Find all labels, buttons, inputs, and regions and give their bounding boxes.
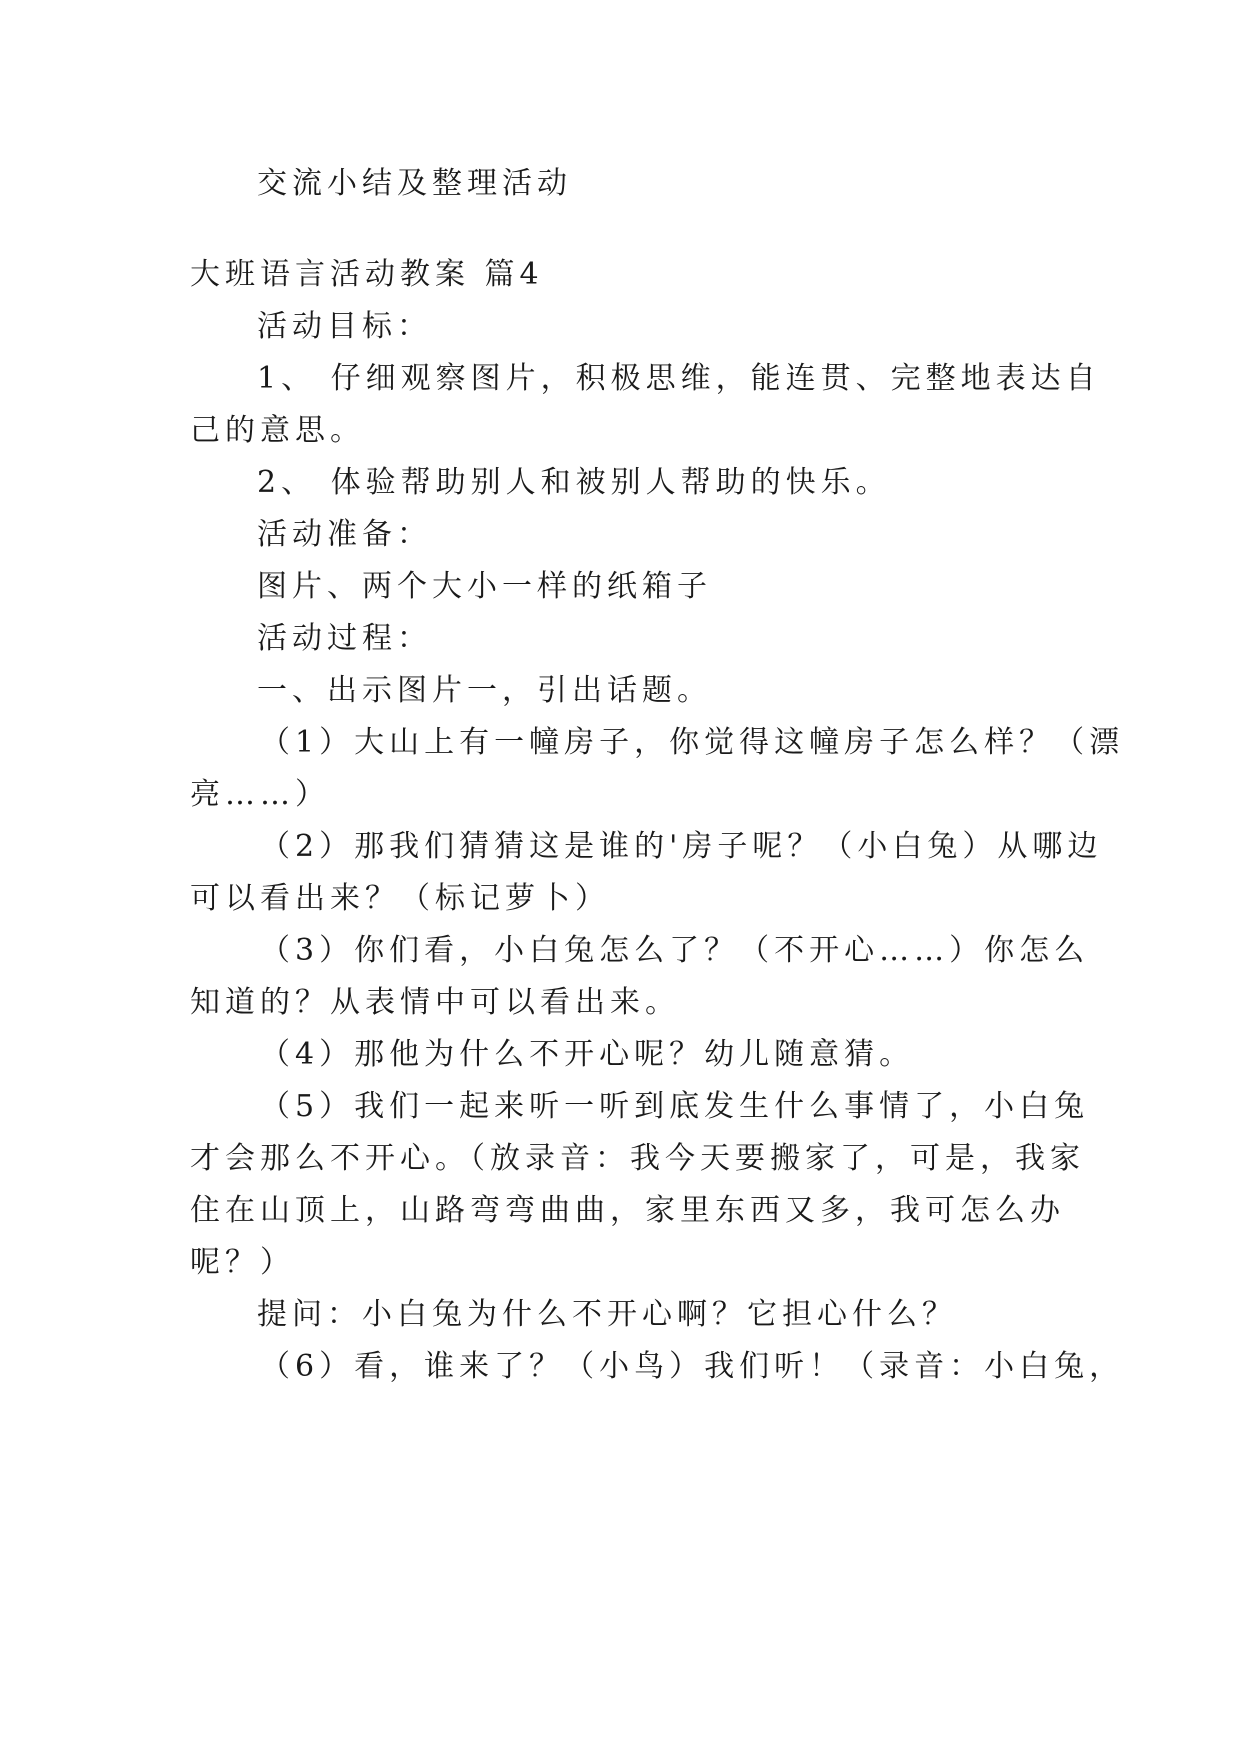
text-line-19: 才会那么不开心。（放录音：我今天要搬家了，可是，我家 <box>190 1141 1085 1176</box>
text-line-16: 知道的？从表情中可以看出来。 <box>190 985 680 1020</box>
text-line-10: 一、出示图片一，引出话题。 <box>257 673 712 708</box>
text-line-4: 1、 仔细观察图片，积极思维，能连贯、完整地表达自 <box>257 361 1101 396</box>
text-line-6: 2、 体验帮助别人和被别人帮助的快乐。 <box>257 465 891 500</box>
text-line-13: （2）那我们猜猜这是谁的'房子呢？（小白兔）从哪边 <box>260 829 1103 864</box>
text-line-12: 亮……） <box>190 777 330 812</box>
text-line-11: （1）大山上有一幢房子，你觉得这幢房子怎么样？（漂 <box>260 725 1125 760</box>
text-line-9: 活动过程： <box>257 621 432 656</box>
text-line-22: 提问：小白兔为什么不开心啊？它担心什么？ <box>257 1297 957 1332</box>
text-line-21: 呢？） <box>190 1245 295 1280</box>
text-line-8: 图片、两个大小一样的纸箱子 <box>257 569 712 604</box>
text-line-5: 己的意思。 <box>190 413 365 448</box>
text-line-20: 住在山顶上，山路弯弯曲曲，家里东西又多，我可怎么办 <box>190 1193 1065 1228</box>
text-line-3: 活动目标： <box>257 309 432 344</box>
text-line-7: 活动准备： <box>257 517 432 552</box>
text-line-14: 可以看出来？（标记萝卜） <box>190 881 610 916</box>
section-heading: 大班语言活动教案 篇4 <box>190 257 544 292</box>
text-line-18: （5）我们一起来听一听到底发生什么事情了，小白兔 <box>260 1089 1090 1124</box>
text-line-1: 交流小结及整理活动 <box>257 166 572 201</box>
text-line-17: （4）那他为什么不开心呢？幼儿随意猜。 <box>260 1037 915 1072</box>
text-line-15: （3）你们看，小白兔怎么了？（不开心……）你怎么 <box>260 933 1090 968</box>
text-line-23: （6）看，谁来了？（小鸟）我们听！（录音：小白兔， <box>260 1349 1125 1384</box>
